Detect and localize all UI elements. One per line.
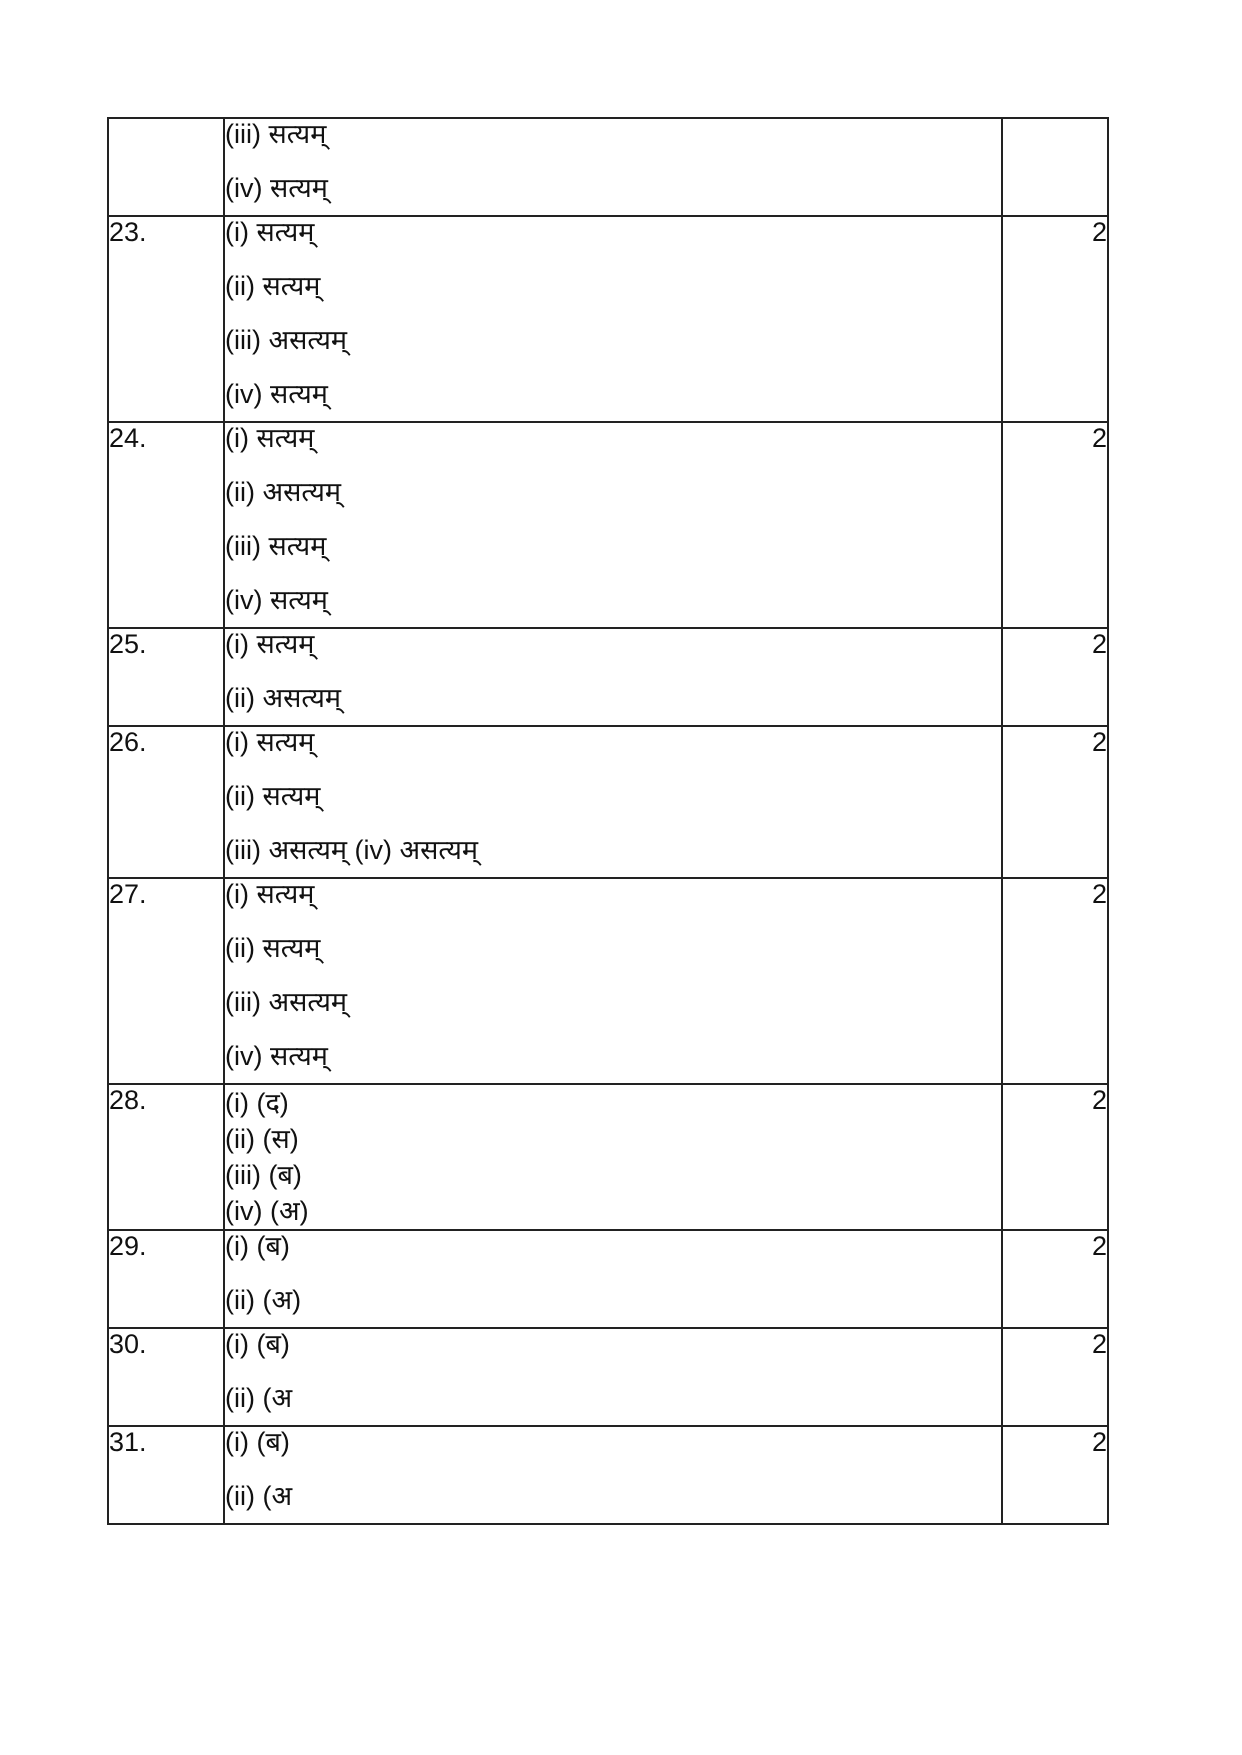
answer-cell xyxy=(224,118,1002,216)
table-row xyxy=(108,1084,1108,1230)
question-number: 25. xyxy=(108,628,224,726)
answer-line: (iii) (ब) xyxy=(225,1160,302,1190)
answer-line: (i) सत्यम् xyxy=(225,879,315,909)
answer-cell xyxy=(224,1230,1002,1328)
answer-line: (iii) असत्यम् xyxy=(225,987,347,1017)
answer-line: (iii) असत्यम् xyxy=(225,325,347,355)
question-number: 23. xyxy=(108,216,224,422)
table-row xyxy=(108,1426,1108,1524)
answer-cell xyxy=(224,1328,1002,1426)
question-number: 28. xyxy=(108,1084,224,1230)
answer-line: (i) सत्यम् xyxy=(225,217,315,247)
answer-line: (i) (ब) xyxy=(225,1329,290,1359)
answer-cell xyxy=(224,878,1002,1084)
answer-cell xyxy=(224,216,1002,422)
marks-cell: 2 xyxy=(1002,216,1108,422)
answer-line: (ii) सत्यम् xyxy=(225,271,321,301)
question-number: 31. xyxy=(108,1426,224,1524)
marks-cell: 2 xyxy=(1002,1328,1108,1426)
answer-cell xyxy=(224,1426,1002,1524)
answer-line: (ii) (अ) xyxy=(225,1285,302,1315)
marks-cell: 2 xyxy=(1002,878,1108,1084)
marks-cell: 2 xyxy=(1002,726,1108,878)
answer-line: (ii) सत्यम् xyxy=(225,781,321,811)
answer-line: (i) सत्यम् xyxy=(225,423,315,453)
answer-cell xyxy=(224,1084,1002,1230)
answer-line: (ii) (अ xyxy=(225,1481,293,1511)
answer-line: (ii) (अ xyxy=(225,1383,293,1413)
answer-cell xyxy=(224,726,1002,878)
answer-line: (iv) सत्यम् xyxy=(225,173,328,203)
answer-table-body xyxy=(108,118,1108,1524)
answer-line: (iv) सत्यम् xyxy=(225,1041,328,1071)
answer-line: (ii) असत्यम् xyxy=(225,477,341,507)
question-number: 26. xyxy=(108,726,224,878)
table-row xyxy=(108,726,1108,878)
question-number xyxy=(108,118,224,216)
answer-line: (iv) सत्यम् xyxy=(225,585,328,615)
question-number: 24. xyxy=(108,422,224,628)
table-row xyxy=(108,422,1108,628)
table-row xyxy=(108,1230,1108,1328)
table-row xyxy=(108,118,1108,216)
answer-line: (iii) सत्यम् xyxy=(225,531,327,561)
answer-line: (iv) सत्यम् xyxy=(225,379,328,409)
table-row xyxy=(108,878,1108,1084)
answer-line: (i) (ब) xyxy=(225,1427,290,1457)
marks-cell: 2 xyxy=(1002,628,1108,726)
answer-line: (iii) सत्यम् xyxy=(225,119,327,149)
marks-cell: 2 xyxy=(1002,422,1108,628)
answer-line: (ii) असत्यम् xyxy=(225,683,341,713)
answer-line: (i) सत्यम् xyxy=(225,727,315,757)
answer-line: (iii) असत्यम् (iv) असत्यम् xyxy=(225,835,478,865)
marks-cell: 2 xyxy=(1002,1230,1108,1328)
answer-line: (i) सत्यम् xyxy=(225,629,315,659)
table-row xyxy=(108,1328,1108,1426)
question-number: 27. xyxy=(108,878,224,1084)
table-row xyxy=(108,216,1108,422)
question-number: 30. xyxy=(108,1328,224,1426)
answer-line: (ii) (स) xyxy=(225,1124,299,1154)
answer-cell xyxy=(224,422,1002,628)
marks-cell: 2 xyxy=(1002,1426,1108,1524)
answer-line: (i) (ब) xyxy=(225,1231,290,1261)
table-row xyxy=(108,628,1108,726)
answer-table xyxy=(107,117,1109,1525)
answer-line: (ii) सत्यम् xyxy=(225,933,321,963)
marks-cell: 2 xyxy=(1002,1084,1108,1230)
answer-cell xyxy=(224,628,1002,726)
marks-cell xyxy=(1002,118,1108,216)
answer-line: (i) (द) xyxy=(225,1088,289,1118)
answer-line: (iv) (अ) xyxy=(225,1196,309,1226)
question-number: 29. xyxy=(108,1230,224,1328)
